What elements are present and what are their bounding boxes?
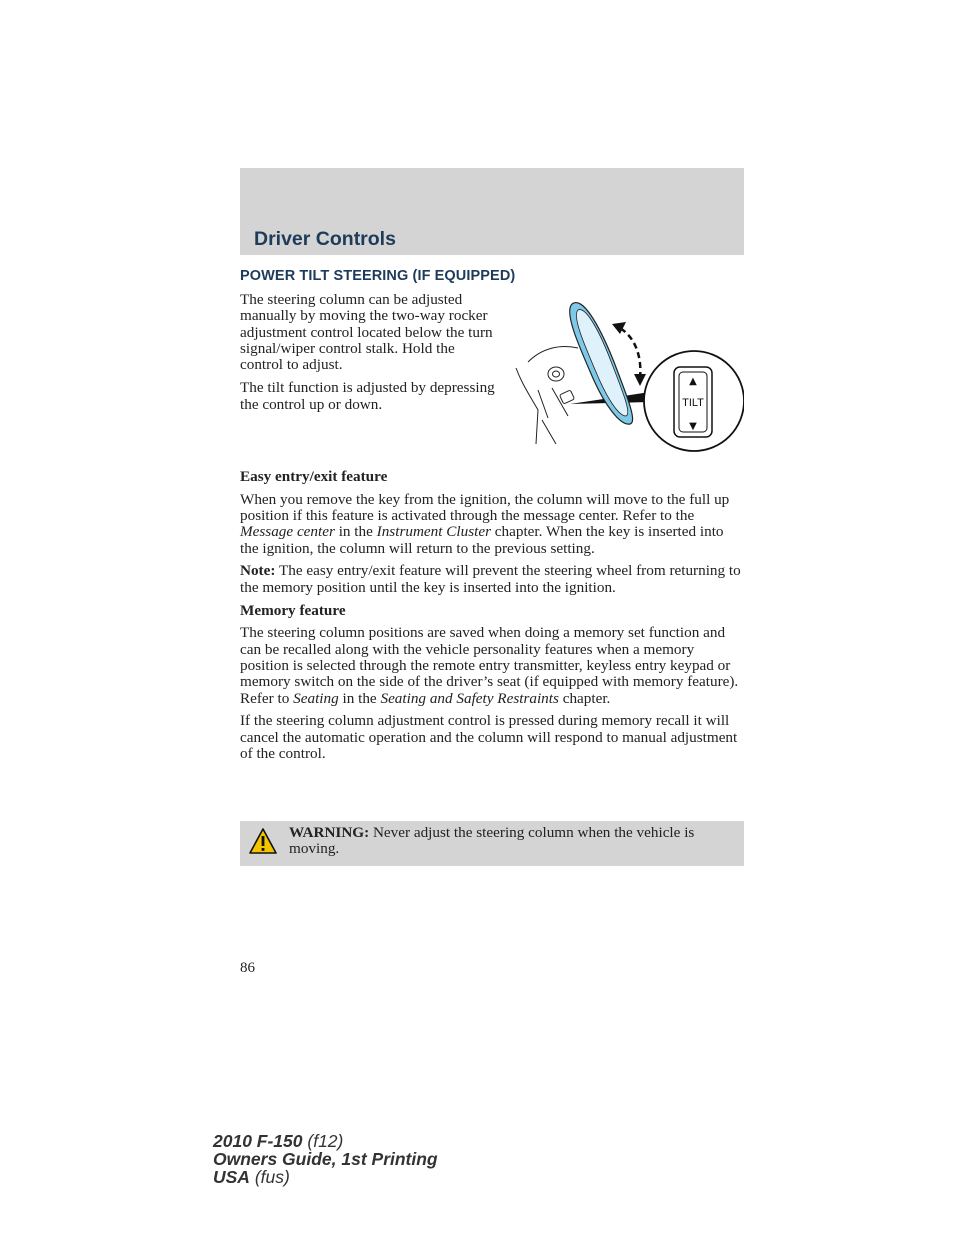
warning-message: Never adjust the steering column when the vehicle is moving. — [289, 824, 695, 858]
intro-paragraph-2: The tilt function is adjusted by depressing the control up or down. — [240, 379, 495, 413]
memory-text-b: in the — [338, 689, 381, 707]
chapter-title: Driver Controls — [254, 228, 396, 250]
easy-entry-heading: Easy entry/exit feature — [240, 468, 388, 485]
easy-entry-paragraph — [240, 492, 744, 557]
hub-outline — [528, 347, 578, 362]
memory-paragraph-2: If the steering column adjustment control is pressed during memory recall it will cancel the automatic operation and the column will respond to manual adjustment of the control. — [240, 712, 738, 762]
seating-restraints-reference: Seating and Safety Restraints — [380, 689, 559, 707]
warning-label: WARNING: — [289, 824, 370, 841]
tilt-steering-illustration — [508, 292, 744, 454]
tilt-control-switch — [559, 390, 574, 404]
footer-imprint — [213, 1133, 438, 1186]
tilt-up-icon: ▲ — [689, 376, 697, 387]
footer-printing: Owners Guide, 1st Printing — [213, 1148, 438, 1169]
warning-text — [289, 825, 735, 858]
footer-market: USA — [213, 1166, 250, 1187]
footer-model-code: (f12) — [302, 1131, 344, 1151]
memory-heading: Memory feature — [240, 601, 346, 619]
memory-paragraph-1 — [240, 625, 744, 706]
tilt-label: TILT — [682, 397, 704, 409]
message-center-reference: Message center — [240, 523, 335, 541]
easy-entry-text-c: chapter. When the key is inserted into the ignition, the column will return to the previous setting. — [240, 523, 724, 557]
note-text: The easy entry/exit feature will prevent the steering wheel from returning to the memory position until the key is inserted into the ignition. — [240, 562, 741, 596]
tilt-direction-dashes — [620, 328, 640, 378]
tilt-down-icon: ▼ — [689, 421, 697, 432]
footer-model: 2010 F-150 — [213, 1131, 303, 1151]
footer-market-code: (fus) — [249, 1166, 290, 1187]
note-label: Note: — [240, 562, 276, 580]
ignition-cylinder — [548, 367, 564, 381]
intro-paragraph-1: The steering column can be adjusted manually by moving the two-way rocker adjustment control located below the turn signal/wiper control stalk. Hold the control to adjust. — [240, 291, 493, 374]
column-outline — [516, 368, 538, 444]
instrument-cluster-reference: Instrument Cluster — [376, 523, 491, 541]
intro-text — [240, 292, 500, 420]
chapter-header-band — [240, 168, 744, 255]
tilt-down-arrowhead — [634, 374, 646, 386]
easy-entry-text-a: When you remove the key from the ignition, the column will move to the full up position if this feature is activated through the message center. Refer to the — [240, 490, 730, 525]
seating-reference: Seating — [293, 689, 339, 707]
memory-text-a: The steering column positions are saved when doing a memory set function and can be recalled along with the vehicle personality features when a memory position is selected through the remote entry transmitter, keyless entry keypad or memory switch on the side of the driver’s seat (if equipped with memory feature). Refer to — [240, 624, 739, 707]
note-paragraph — [240, 563, 744, 596]
steering-column-drawing — [508, 292, 744, 454]
warning-triangle-icon — [248, 827, 278, 855]
main-text — [240, 469, 744, 769]
warning-box — [240, 821, 744, 866]
memory-text-c: chapter. — [558, 689, 611, 707]
section-heading: POWER TILT STEERING (IF EQUIPPED) — [240, 268, 516, 284]
footer-line-3 — [213, 1166, 438, 1187]
page-number: 86 — [240, 960, 255, 976]
easy-entry-text-b: in the — [334, 523, 377, 541]
